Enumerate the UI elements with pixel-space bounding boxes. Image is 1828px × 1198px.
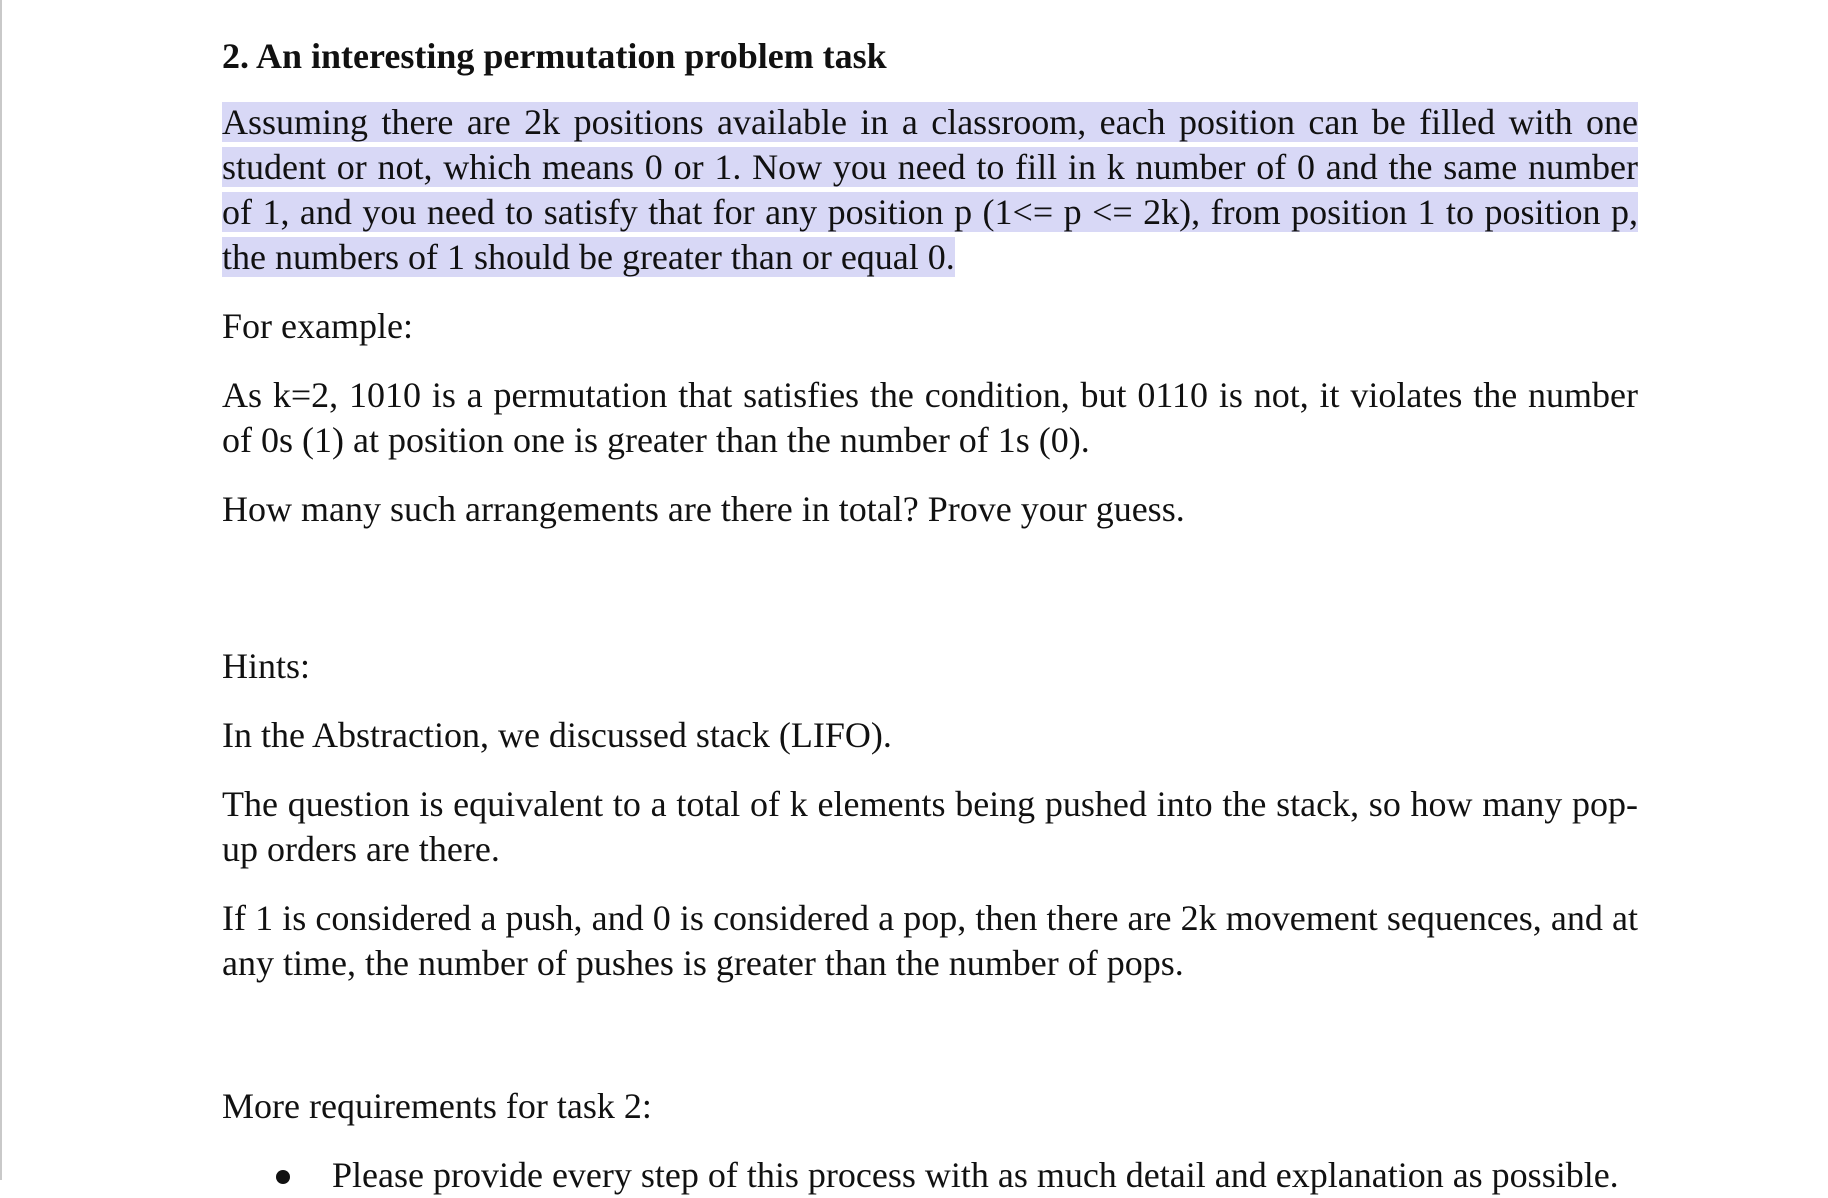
- spacer: [222, 1010, 1638, 1084]
- example-paragraph: As k=2, 1010 is a permutation that satisfies the condition, but 0110 is not, it violates the number of 0s (1) at position one is greater than the number of 1s (0).: [222, 375, 1638, 460]
- spacer: [222, 556, 1638, 644]
- requirements-label: More requirements for task 2:: [222, 1086, 652, 1126]
- selected-text-highlight[interactable]: Assuming there are 2k positions available in a classroom, each position can be filled with one student or not, which means 0 or 1. Now you need to fill in k number of 0 and the same number of 1, and you need to satisfy that for any position p (1<= p <= 2k), from position 1 to position p, the numbers of 1 should be greater than or equal 0.: [222, 102, 1638, 277]
- question-paragraph: How many such arrangements are there in total? Prove your guess.: [222, 489, 1185, 529]
- requirement-text: Please provide every step of this process with as much detail and explanation as possible.: [332, 1155, 1619, 1195]
- hint-paragraph-3: If 1 is considered a push, and 0 is considered a pop, then there are 2k movement sequences, and at any time, the number of pushes is greater than the number of pops.: [222, 898, 1638, 983]
- bullet-icon: [276, 1170, 290, 1184]
- task-heading: 2. An interesting permutation problem task: [222, 36, 887, 76]
- hint-paragraph-2: The question is equivalent to a total of k elements being pushed into the stack, so how many pop-up orders are there.: [222, 784, 1638, 869]
- hint-paragraph-1: In the Abstraction, we discussed stack (LIFO).: [222, 715, 892, 755]
- example-label: For example:: [222, 306, 413, 346]
- intro-paragraph[interactable]: [222, 100, 1638, 280]
- hints-label: Hints:: [222, 646, 311, 686]
- requirement-list-item: [222, 1153, 1638, 1198]
- document-content: [222, 30, 1638, 1198]
